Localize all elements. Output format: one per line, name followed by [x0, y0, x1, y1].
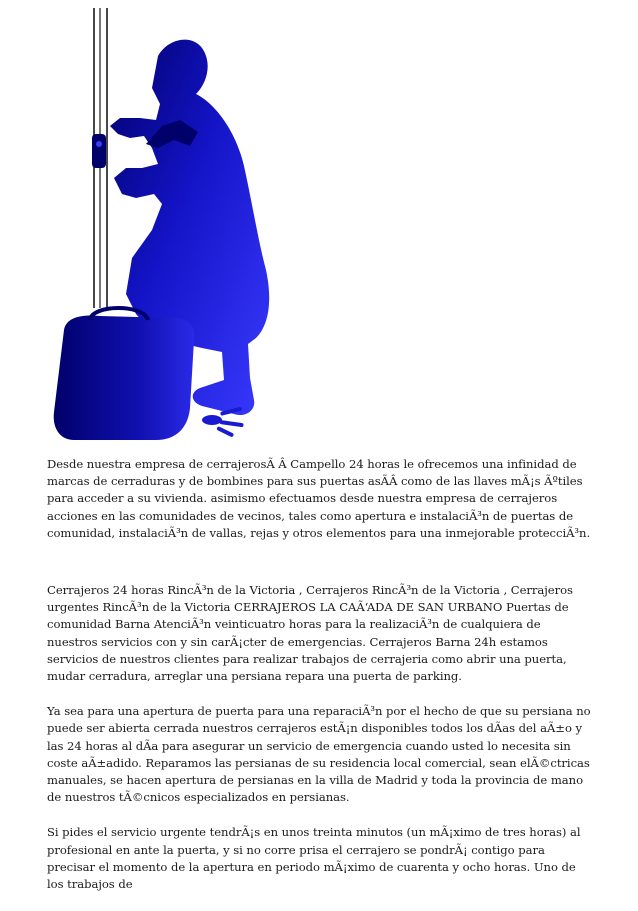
door-lock-icon: [92, 134, 106, 168]
keys-icon: [202, 407, 244, 438]
body-paragraph-1: Cerrajeros 24 horas RincÃ³n de la Victoria , Cerrajeros RincÃ³n de la Victoria , Cerrajeros urgentes RincÃ³n de la Victoria CERRAJEROS LA CAÃ‘ADA DE SAN URBANO Puertas de comunidad Barna AtenciÃ³n veinticuatro horas para la realizaciÃ³n de cualquiera de nuestros servicios con y sin carÃ¡cter de emergencias. Cerrajeros Barna 24h estamos servicios de nuestros clientes para realizar trabajos de cerrajeria como abrir una puerta, mudar cerradura, arreglar una persiana repara una puerta de parking.: [47, 583, 573, 684]
intro-paragraph: Desde nuestra empresa de cerrajerosÃ Â Campello 24 horas le ofrecemos una infinidad de marcas de cerraduras y de bombines para sus puertas asÃÂ como de las llaves mÃ¡s Ãºtiles para acceder a su vivienda. asimismo efectuamos desde nuestra empresa de cerrajeros acciones en las comunidades de vecinos, tales como apertura e instalaciÃ³n de puertas de comunidad, instalaciÃ³n de vallas, rejas y otros elementos para una inmejorable protecciÃ³n.: [47, 457, 591, 540]
locksmith-silhouette-icon: [40, 8, 300, 448]
body-paragraph-2: Ya sea para una apertura de puerta para una reparaciÃ³n por el hecho de que su persiana no puede ser abierta cerrada nuestros cerrajeros estÃ¡n disponibles todos los dÃas del aÃ±o y las 24 horas al dÃa para asegurar un servicio de emergencia cuando usted lo necesita sin coste aÃ±adido. Reparamos las persianas de su residencia local comercial, sean elÃ©ctricas manuales, se hacen apertura de persianas en la villa de Madrid y toda la provincia de mano de nuestros tÃ©cnicos especializados en persianas.: [47, 704, 591, 805]
tool-bag-icon: [54, 316, 195, 440]
intro-section: [47, 456, 593, 560]
body-paragraph-3: Si pides el servicio urgente tendrÃ¡s en unos treinta minutos (un mÃ¡ximo de tres horas) al profesional en ante la puerta, y si no corre prisa el cerrajero se pondrÃ¡ contigo para precisar el momento de la apertura en periodo mÃ¡ximo de cuarenta y ocho horas. Uno de los trabajos de: [47, 825, 581, 892]
body-section: [47, 582, 593, 911]
